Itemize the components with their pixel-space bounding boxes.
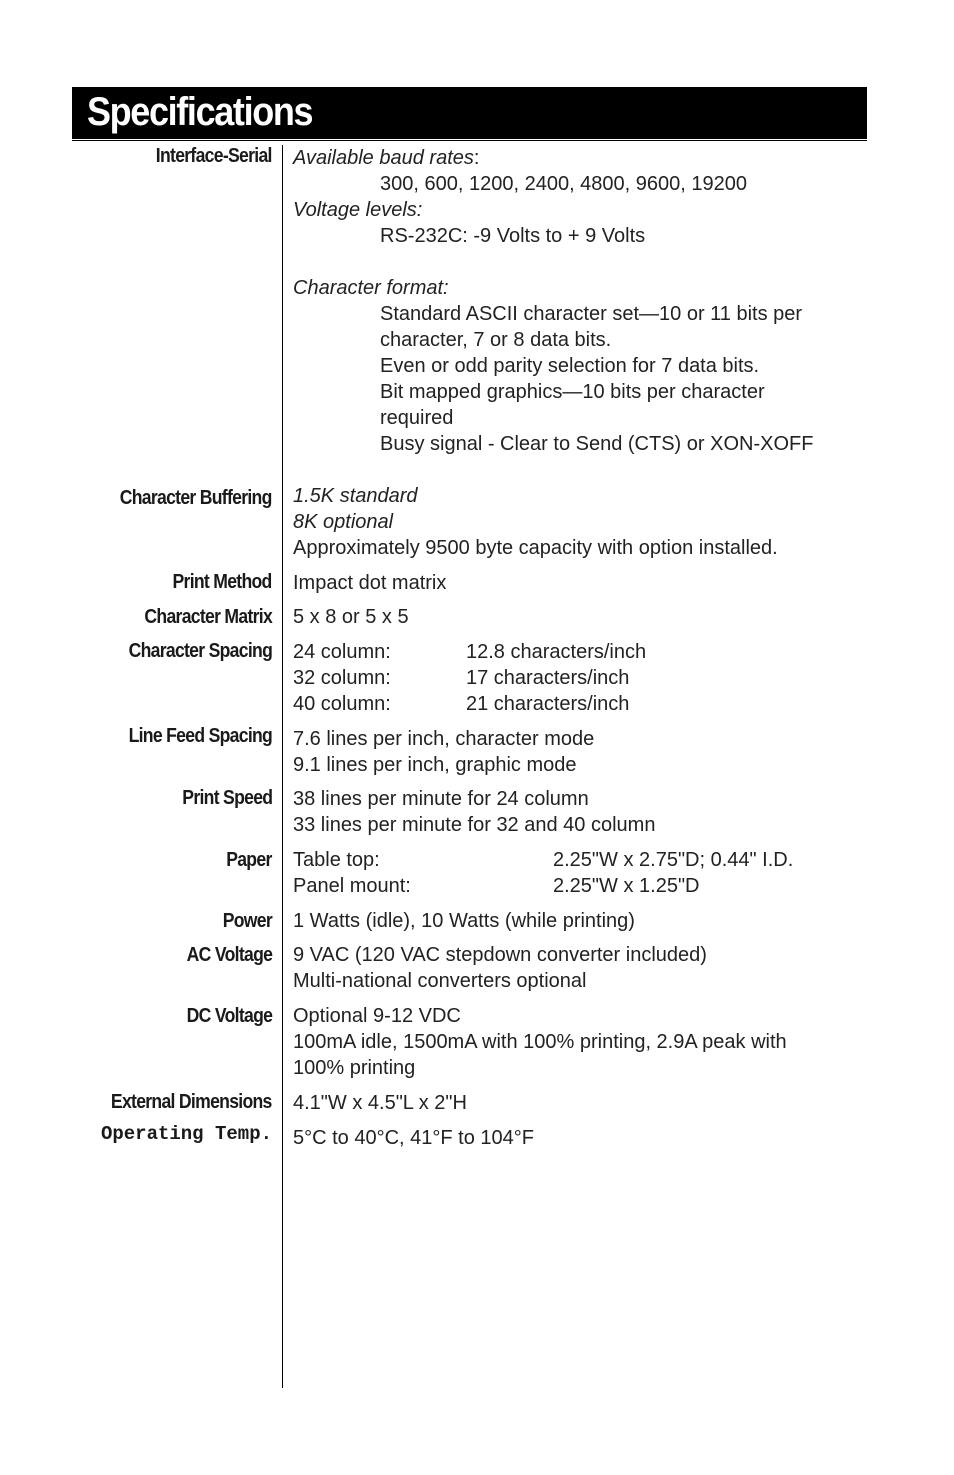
label-character-matrix: Character Matrix [144,606,272,628]
label-print-method: Print Method [172,571,272,593]
character-format-line: Bit mapped graphics—10 bits per character [380,381,765,403]
character-format-line: Even or odd parity selection for 7 data bits. [380,355,760,377]
print-speed-line: 33 lines per minute for 32 and 40 column [293,814,656,836]
paper-type: Table top: [293,849,380,871]
power-value: 1 Watts (idle), 10 Watts (while printing) [293,910,635,932]
dc-voltage-line: Optional 9-12 VDC [293,1005,461,1027]
character-matrix-value: 5 x 8 or 5 x 5 [293,606,409,628]
page-title: Specifications [87,90,313,134]
baud-rates-values: 300, 600, 1200, 2400, 4800, 9600, 19200 [380,173,748,195]
label-line-feed-spacing: Line Feed Spacing [128,725,272,747]
label-ac-voltage: AC Voltage [186,944,272,966]
buffering-standard: 1.5K standard [293,485,418,507]
baud-rates-colon: : [473,147,480,169]
paper-size: 2.25"W x 2.75"D; 0.44" I.D. [553,849,794,871]
label-external-dimensions: External Dimensions [111,1091,272,1113]
label-character-buffering: Character Buffering [120,487,272,509]
operating-temp-value: 5°C to 40°C, 41°F to 104°F [293,1127,534,1149]
spacing-rate: 12.8 characters/inch [466,641,647,663]
voltage-levels-value: RS-232C: -9 Volts to + 9 Volts [380,225,646,247]
baud-rates-heading-text: Available baud rates [293,147,474,169]
header-rule [72,140,867,141]
paper-size: 2.25"W x 1.25"D [553,875,700,897]
character-format-heading: Character format: [293,277,449,299]
spacing-rate: 17 characters/inch [466,667,630,689]
character-format-line: required [380,407,454,429]
character-format-line: Standard ASCII character set—10 or 11 bits per [380,303,803,325]
label-interface-serial: Interface-Serial [156,145,272,167]
character-format-line: Busy signal - Clear to Send (CTS) or XON-XOFF [380,433,814,455]
label-dc-voltage: DC Voltage [186,1005,272,1027]
ac-voltage-line: Multi-national converters optional [293,970,587,992]
title-banner [72,87,867,139]
character-format-line: character, 7 or 8 data bits. [380,329,612,351]
print-speed-line: 38 lines per minute for 24 column [293,788,589,810]
ac-voltage-line: 9 VAC (120 VAC stepdown converter included) [293,944,707,966]
print-method-value: Impact dot matrix [293,572,447,594]
label-character-spacing: Character Spacing [128,640,272,662]
external-dimensions-value: 4.1"W x 4.5"L x 2"H [293,1092,467,1114]
label-power: Power [222,910,272,932]
buffering-capacity: Approximately 9500 byte capacity with option installed. [293,537,778,559]
baud-rates-heading [293,145,479,171]
label-paper: Paper [226,849,272,871]
dc-voltage-line: 100% printing [293,1057,416,1079]
label-print-speed: Print Speed [181,787,272,809]
paper-type: Panel mount: [293,875,411,897]
spacing-column: 40 column: [293,693,391,715]
label-operating-temp: Operating Temp. [100,1123,272,1145]
line-feed-line: 7.6 lines per inch, character mode [293,728,595,750]
voltage-levels-heading: Voltage levels: [293,199,423,221]
spacing-column: 32 column: [293,667,391,689]
spacing-rate: 21 characters/inch [466,693,630,715]
column-divider [282,145,283,1388]
dc-voltage-line: 100mA idle, 1500mA with 100% printing, 2.9A peak with [293,1031,787,1053]
line-feed-line: 9.1 lines per inch, graphic mode [293,754,577,776]
buffering-optional: 8K optional [293,511,394,533]
spacing-column: 24 column: [293,641,391,663]
